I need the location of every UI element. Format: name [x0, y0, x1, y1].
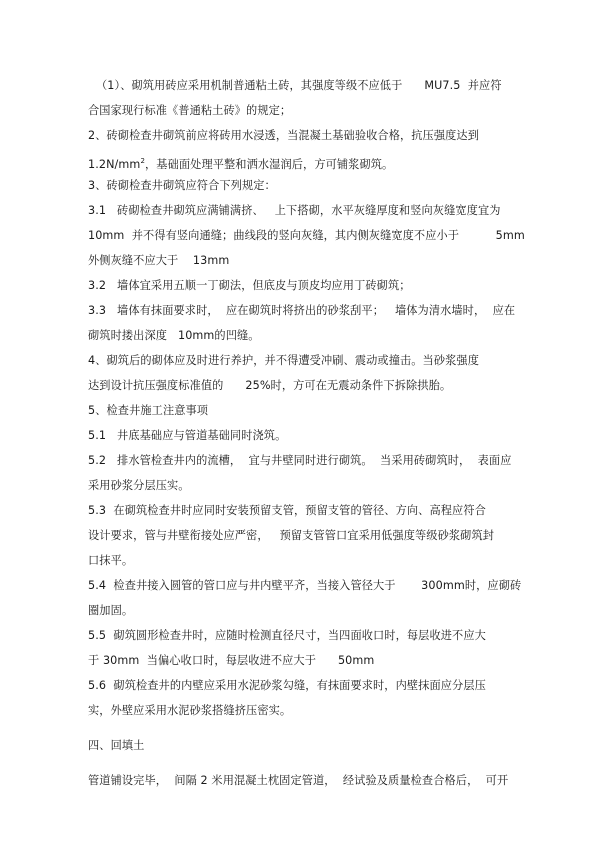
text-line-25: 5.6 砌筑检查井的内壁应采用水泥砂浆勾缝，有抹面要求时，内壁抹面应分层压	[88, 679, 486, 692]
text-line-19: 设计要求，管与井壁衔接处应严密， 预留支管管口宜采用低强度等级砂浆砌筑封	[88, 529, 495, 542]
text-line-18: 5.3 在砌筑检查井时应同时安装预留支管，预留支管的管径、方向、高程应符合	[88, 504, 486, 517]
text-line-4-rest: ，基础面处理平整和洒水湿润后，方可铺浆砌筑。	[145, 158, 394, 171]
text-line-16: 5.2 排水管检查井内的流槽， 宜与井壁同时进行砌筑。 当采用砖砌筑时， 表面应	[88, 454, 512, 467]
text-line-4-superscript: 2	[140, 157, 145, 165]
text-line-21: 5.4 检查井接入圆管的管口应与井内壁平齐，当接入管径大于 300mm时，应砌砖	[88, 579, 522, 592]
text-line-11: 砌筑时搂出深度 10mm的凹缝。	[88, 329, 260, 342]
text-line-10: 3.3 墙体有抹面要求时， 应在砌筑时将挤出的砂浆刮平； 墙体为清水墙时， 应在	[88, 304, 516, 317]
text-line-24: 于 30mm 当偏心收口时，每层收进不应大于 50mm	[88, 654, 375, 667]
text-line-8: 外侧灰缝不应大于 13mm	[88, 254, 230, 267]
text-line-2: 合国家现行标准《普通粘土砖》的规定；	[88, 104, 292, 117]
text-line-5: 3、砖砌检查井砌筑应符合下列规定：	[88, 179, 276, 192]
text-line-7: 10mm 并不得有竖向通缝；曲线段的竖向灰缝，其内侧灰缝宽度不应小于 5mm	[88, 229, 525, 242]
text-line-20: 口抹平。	[88, 554, 134, 567]
section-heading-backfill: 四、回填土	[88, 739, 145, 752]
text-line-4-value: 1.2N/mm	[88, 158, 141, 171]
text-line-22: 圈加固。	[88, 604, 134, 617]
text-line-28: 管道铺设完毕， 间隔 2 米用混凝土枕固定管道， 经试验及质量检查合格后， 可开	[88, 774, 509, 787]
text-line-26: 实，外壁应采用水泥砂浆搭缝挤压密实。	[88, 704, 292, 717]
text-line-17: 采用砂浆分层压实。	[88, 479, 190, 492]
text-line-9: 3.2 墙体宜采用五顺一丁砌法，但底皮与顶皮均应用丁砖砌筑；	[88, 279, 411, 292]
text-line-12: 4、砌筑后的砌体应及时进行养护，并不得遭受冲刷、震动或撞击。当砂浆强度	[88, 354, 479, 367]
text-line-23: 5.5 砌筑圆形检查井时，应随时检测直径尺寸，当四面收口时，每层收进不应大	[88, 629, 486, 642]
text-line-13: 达到设计抗压强度标准值的 25%时，方可在无震动条件下拆除拱胎。	[88, 379, 452, 392]
text-line-1: （1）、砌筑用砖应采用机制普通粘土砖，其强度等级不应低于 MU7.5 并应符	[96, 79, 502, 92]
text-line-14: 5、检查井施工注意事项	[88, 404, 209, 417]
text-line-15: 5.1 井底基础应与管道基础同时浇筑。	[88, 429, 287, 442]
text-line-4	[88, 154, 393, 172]
text-line-6: 3.1 砖砌检查井砌筑应满铺满挤、 上下搭砌，水平灰缝厚度和竖向灰缝宽度宜为	[88, 204, 501, 217]
text-line-3: 2、砖砌检查井砌筑前应将砖用水浸透，当混凝土基础验收合格，抗压强度达到	[88, 129, 479, 142]
